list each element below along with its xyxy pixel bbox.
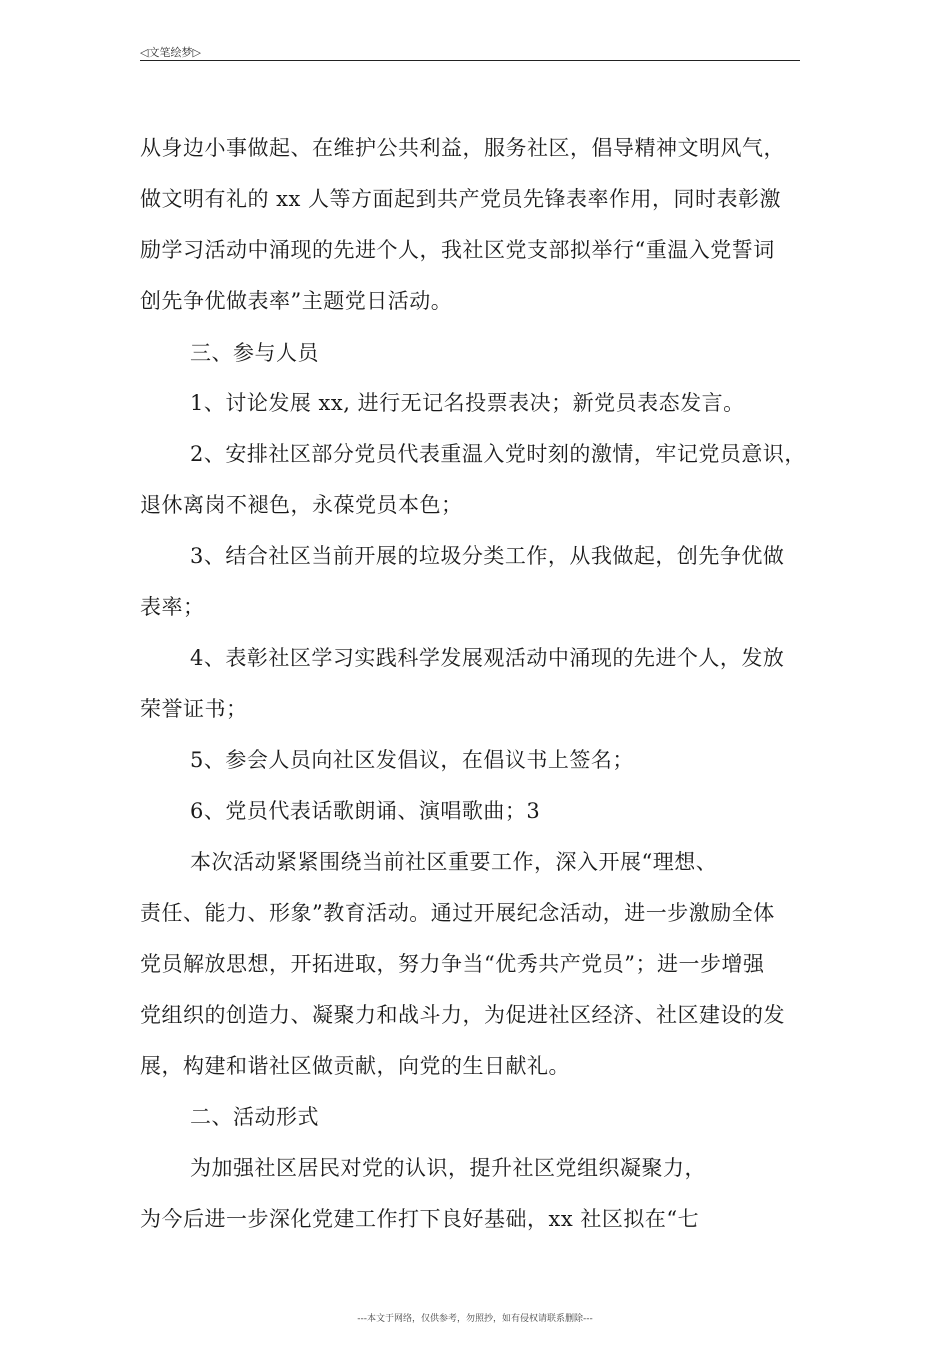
- body-line: 为今后进一步深化党建工作打下良好基础，xx 社区拟在“七: [140, 1207, 700, 1231]
- list-item-continuation: 退休离岗不褪色，永葆党员本色；: [140, 493, 463, 517]
- list-item: 4、表彰社区学习实践科学发展观活动中涌现的先进个人，发放: [190, 646, 785, 670]
- body-line: 为加强社区居民对党的认识，提升社区党组织凝聚力，: [190, 1156, 706, 1180]
- footer-disclaimer: ---本文于网络，仅供参考，勿照抄，如有侵权请联系删除---: [357, 1314, 593, 1324]
- list-item-continuation: 表率；: [140, 595, 205, 619]
- body-line: 创先争优做表率”主题党日活动。: [140, 289, 453, 313]
- body-line: 做文明有礼的 xx 人等方面起到共产党员先锋表率作用，同时表彰激: [140, 187, 782, 211]
- header-label: ◁文笔绘梦▷: [140, 46, 201, 59]
- body-line: 党组织的创造力、凝聚力和战斗力，为促进社区经济、社区建设的发: [140, 1003, 785, 1027]
- body-line: 本次活动紧紧围绕当前社区重要工作，深入开展“理想、: [190, 850, 718, 874]
- body-line: 责任、能力、形象”教育活动。通过开展纪念活动，进一步激励全体: [140, 901, 775, 925]
- list-item: 6、党员代表话歌朗诵、演唱歌曲；3: [190, 799, 541, 823]
- list-item: 3、结合社区当前开展的垃圾分类工作，从我做起，创先争优做: [190, 544, 785, 568]
- body-line: 党员解放思想，开拓进取，努力争当“优秀共产党员”；进一步增强: [140, 952, 765, 976]
- body-line: 从身边小事做起、在维护公共利益，服务社区，倡导精神文明风气，: [140, 136, 785, 160]
- section-heading: 二、活动形式: [190, 1105, 319, 1129]
- list-item-continuation: 荣誉证书；: [140, 697, 248, 721]
- header-divider: [140, 60, 800, 61]
- body-line: 励学习活动中涌现的先进个人，我社区党支部拟举行“重温入党誓词: [140, 238, 775, 262]
- list-item: 1、讨论发展 xx, 进行无记名投票表决；新党员表态发言。: [190, 391, 745, 415]
- list-item: 2、安排社区部分党员代表重温入党时刻的激情，牢记党员意识，: [190, 442, 806, 466]
- list-item: 5、参会人员向社区发倡议，在倡议书上签名；: [190, 748, 634, 772]
- body-line: 展，构建和谐社区做贡献，向党的生日献礼。: [140, 1054, 570, 1078]
- section-heading: 三、参与人员: [190, 341, 319, 365]
